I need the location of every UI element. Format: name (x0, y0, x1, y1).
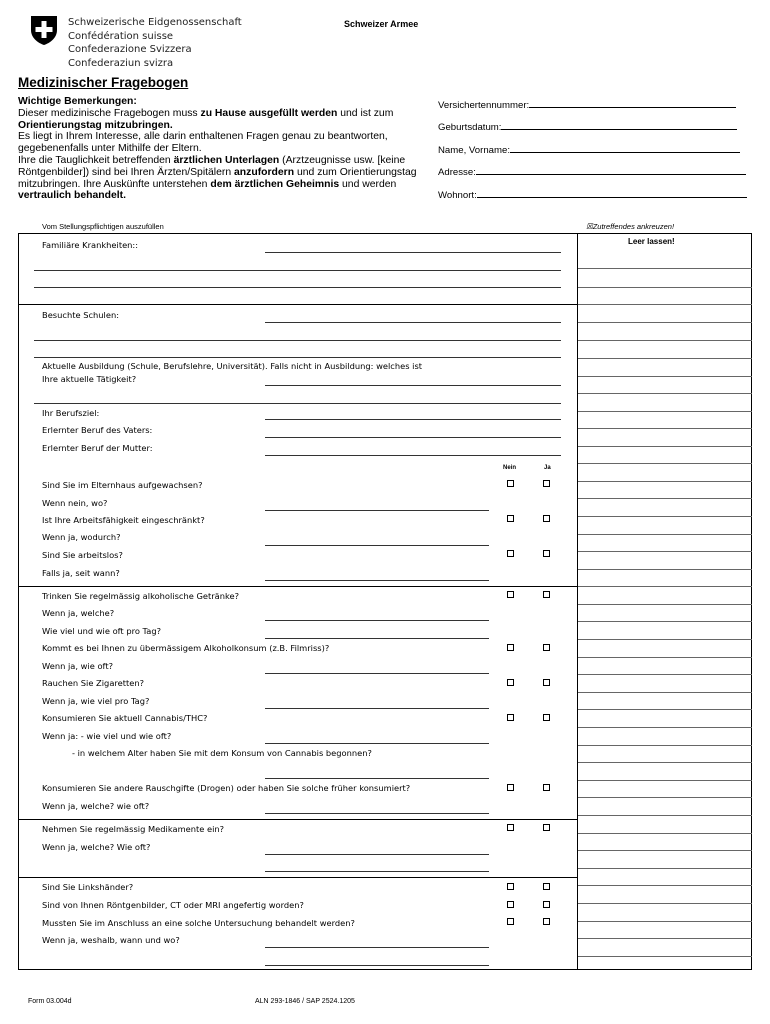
medication-which-line-1[interactable] (265, 854, 489, 855)
right-column-line (578, 956, 752, 957)
alcohol-question: Trinken Sie regelmässig alkoholische Getränke? (42, 591, 240, 601)
swiss-cross-icon (30, 14, 58, 46)
right-column-line (578, 745, 752, 746)
smoking-question: Rauchen Sie Zigaretten? (42, 678, 145, 688)
training-label-1: Aktuelle Ausbildung (Schule, Berufslehre, Universität). Falls nicht in Ausbildung: welches ist (42, 361, 423, 371)
unemployed-no-checkbox[interactable] (507, 550, 514, 557)
right-column-line (578, 340, 752, 341)
lefthanded-question: Sind Sie Linkshänder? (42, 882, 134, 892)
right-column-line (578, 446, 752, 447)
right-column-line (578, 569, 752, 570)
alcohol-which-line[interactable] (265, 620, 489, 621)
imaging-no-checkbox[interactable] (507, 901, 514, 908)
right-column-line (578, 850, 752, 851)
cannabis-age-label: - in welchem Alter haben Sie mit dem Konsum von Cannabis begonnen? (72, 748, 372, 758)
imaging-question: Sind von Ihnen Röntgenbilder, CT oder MRI angefertig worden? (42, 900, 304, 910)
questionnaire-table (18, 233, 752, 970)
right-column-line (578, 938, 752, 939)
right-column-line (578, 885, 752, 886)
cannabis-amount-line[interactable] (265, 743, 489, 744)
cigarettes-per-day-line[interactable] (265, 708, 489, 709)
army-label: Schweizer Armee (344, 19, 419, 29)
medication-no-checkbox[interactable] (507, 824, 514, 831)
work-limited-reason-label: Wenn ja, wodurch? (42, 532, 121, 542)
mother-job-label: Erlernter Beruf der Mutter: (42, 443, 153, 453)
right-column-line (578, 481, 752, 482)
father-job-line[interactable] (265, 437, 561, 438)
right-column-line (578, 621, 752, 622)
treatment-details-label: Wenn ja, weshalb, wann und wo? (42, 935, 180, 945)
right-column-line (578, 833, 752, 834)
medication-yes-checkbox[interactable] (543, 824, 550, 831)
section-divider (18, 819, 578, 820)
drugs-no-checkbox[interactable] (507, 784, 514, 791)
tick-note: ☒Zutreffendes ankreuzen! (586, 222, 675, 231)
right-column-line (578, 516, 752, 517)
excess-alcohol-yes-checkbox[interactable] (543, 644, 550, 651)
unemployed-since-label: Falls ja, seit wann? (42, 568, 120, 578)
right-column-line (578, 358, 752, 359)
treatment-details-line-1[interactable] (265, 947, 489, 948)
excess-frequency-label: Wenn ja, wie oft? (42, 661, 113, 671)
smoking-no-checkbox[interactable] (507, 679, 514, 686)
right-column-line (578, 692, 752, 693)
cannabis-age-line[interactable] (265, 778, 489, 779)
right-column-line (578, 287, 752, 288)
right-column-line (578, 762, 752, 763)
medication-which-line-2[interactable] (265, 871, 489, 872)
medication-which-label: Wenn ja, welche? Wie oft? (42, 842, 151, 852)
insurance-number-field[interactable]: Versichertennummer: (438, 98, 736, 111)
alcohol-amount-line[interactable] (265, 638, 489, 639)
right-column-line (578, 815, 752, 816)
right-column-line (578, 304, 752, 305)
intro-heading: Wichtige Bemerkungen: (18, 96, 137, 107)
training-line-1[interactable] (265, 385, 561, 386)
right-column-line (578, 393, 752, 394)
career-goal-label: Ihr Berufsziel: (42, 408, 100, 418)
right-column-line (578, 551, 752, 552)
section-divider (18, 877, 578, 878)
right-column-line (578, 411, 752, 412)
right-column-line (578, 921, 752, 922)
right-column-line (578, 604, 752, 605)
page-title: Medizinischer Fragebogen (18, 75, 189, 90)
treatment-question: Mussten Sie im Anschluss an eine solche Untersuchung behandelt werden? (42, 918, 355, 928)
father-job-label: Erlernter Beruf des Vaters: (42, 425, 153, 435)
family-diseases-line-1[interactable] (265, 252, 561, 253)
work-limited-reason-line[interactable] (265, 545, 489, 546)
unemployed-since-line[interactable] (265, 580, 489, 581)
imaging-yes-checkbox[interactable] (543, 901, 550, 908)
cannabis-yes-checkbox[interactable] (543, 714, 550, 721)
intro-text: Wichtige Bemerkungen: Dieser medizinische Fragebogen muss zu Hause ausgefüllt werden und ist zum Orientierungstag mitzubringen. Es liegt in Ihrem Interesse, alle darin enthaltenen Fragen genau zu beantworten, gegebenenfalls unter Mithilfe der Eltern. Ihre die Tauglichkeit betreffenden ärztlichen Unterlagen (Arztzeugnisse usw. [keine Röntgenbilder]) sind bei Ihren Ärzten/Spitälern anzufordern und zum Orientierungstag mitzubringen. Ihre Auskünfte unterstehen dem ärztlichen Geheimnis und werden vertraulich behandelt. (18, 96, 417, 202)
alcohol-no-checkbox[interactable] (507, 591, 514, 598)
family-diseases-line-3[interactable] (34, 287, 561, 288)
schools-line-3[interactable] (34, 357, 561, 358)
smoking-yes-checkbox[interactable] (543, 679, 550, 686)
no-column-header: Nein (503, 465, 517, 471)
training-label-2: Ihre aktuelle Tätigkeit? (42, 374, 137, 384)
work-limited-no-checkbox[interactable] (507, 515, 514, 522)
right-column-line (578, 727, 752, 728)
form-code: ALN 293-1846 / SAP 2524.1205 (255, 998, 355, 1005)
name-field[interactable]: Name, Vorname: (438, 143, 740, 156)
right-column-line (578, 534, 752, 535)
cannabis-question: Konsumieren Sie aktuell Cannabis/THC? (42, 713, 208, 723)
right-column-line (578, 586, 752, 587)
where-line[interactable] (265, 510, 489, 511)
cannabis-no-checkbox[interactable] (507, 714, 514, 721)
right-column-line (578, 322, 752, 323)
training-line-2[interactable] (34, 403, 561, 404)
parents-home-yes-checkbox[interactable] (543, 480, 550, 487)
residence-field[interactable]: Wohnort: (438, 188, 747, 201)
right-column-line (578, 428, 752, 429)
right-column-line (578, 868, 752, 869)
unemployed-question: Sind Sie arbeitslos? (42, 550, 123, 560)
column-divider (577, 233, 578, 970)
excess-frequency-line[interactable] (265, 673, 489, 674)
lefthanded-no-checkbox[interactable] (507, 883, 514, 890)
right-column-line (578, 797, 752, 798)
right-column-line (578, 709, 752, 710)
right-column-line (578, 674, 752, 675)
excess-alcohol-question: Kommt es bei Ihnen zu übermässigem Alkoholkonsum (z.B. Filmriss)? (42, 643, 330, 653)
right-column-line (578, 657, 752, 658)
family-diseases-line-2[interactable] (34, 270, 561, 271)
lefthanded-yes-checkbox[interactable] (543, 883, 550, 890)
mother-job-line[interactable] (265, 455, 561, 456)
right-column-line (578, 268, 752, 269)
confederation-name: Schweizerische Eidgenossenschaft Confédération suisse Confederazione Svizzera Confederaziun svizra (68, 17, 242, 69)
medication-question: Nehmen Sie regelmässig Medikamente ein? (42, 824, 225, 834)
right-column-line (578, 463, 752, 464)
where-label: Wenn nein, wo? (42, 498, 108, 508)
work-limited-yes-checkbox[interactable] (543, 515, 550, 522)
excess-alcohol-no-checkbox[interactable] (507, 644, 514, 651)
schools-line-1[interactable] (265, 322, 561, 323)
cannabis-amount-label: Wenn ja: - wie viel und wie oft? (42, 731, 172, 741)
alcohol-yes-checkbox[interactable] (543, 591, 550, 598)
right-column-line (578, 780, 752, 781)
alcohol-amount-label: Wie viel und wie oft pro Tag? (42, 626, 161, 636)
drugs-yes-checkbox[interactable] (543, 784, 550, 791)
work-limited-question: Ist Ihre Arbeitsfähigkeit eingeschränkt? (42, 515, 205, 525)
leave-empty-header: Leer lassen! (628, 237, 675, 246)
address-field[interactable]: Adresse: (438, 165, 746, 178)
treatment-no-checkbox[interactable] (507, 918, 514, 925)
career-goal-line[interactable] (265, 419, 561, 420)
schools-label: Besuchte Schulen: (42, 310, 120, 320)
alcohol-which-label: Wenn ja, welche? (42, 608, 115, 618)
drugs-which-line[interactable] (265, 813, 489, 814)
cigarettes-per-day-label: Wenn ja, wie viel pro Tag? (42, 696, 150, 706)
right-column-line (578, 498, 752, 499)
schools-line-2[interactable] (34, 340, 561, 341)
treatment-yes-checkbox[interactable] (543, 918, 550, 925)
drugs-question: Konsumieren Sie andere Rauschgifte (Drogen) oder haben Sie solche früher konsumiert? (42, 783, 411, 793)
parents-home-question: Sind Sie im Elternhaus aufgewachsen? (42, 480, 203, 490)
treatment-details-line-2[interactable] (265, 965, 489, 966)
yes-column-header: Ja (544, 465, 551, 471)
form-number: Form 03.004d (28, 998, 72, 1005)
right-column-line (578, 376, 752, 377)
parents-home-no-checkbox[interactable] (507, 480, 514, 487)
right-column-line (578, 639, 752, 640)
section-divider (18, 586, 578, 587)
drugs-which-label: Wenn ja, welche? wie oft? (42, 801, 150, 811)
right-column-line (578, 903, 752, 904)
fill-in-note: Vom Stellungspflichtigen auszufüllen (42, 222, 164, 231)
birthdate-field[interactable]: Geburtsdatum: (438, 120, 737, 133)
section-divider (18, 304, 578, 305)
unemployed-yes-checkbox[interactable] (543, 550, 550, 557)
family-diseases-label: Familiäre Krankheiten:: (42, 240, 139, 250)
